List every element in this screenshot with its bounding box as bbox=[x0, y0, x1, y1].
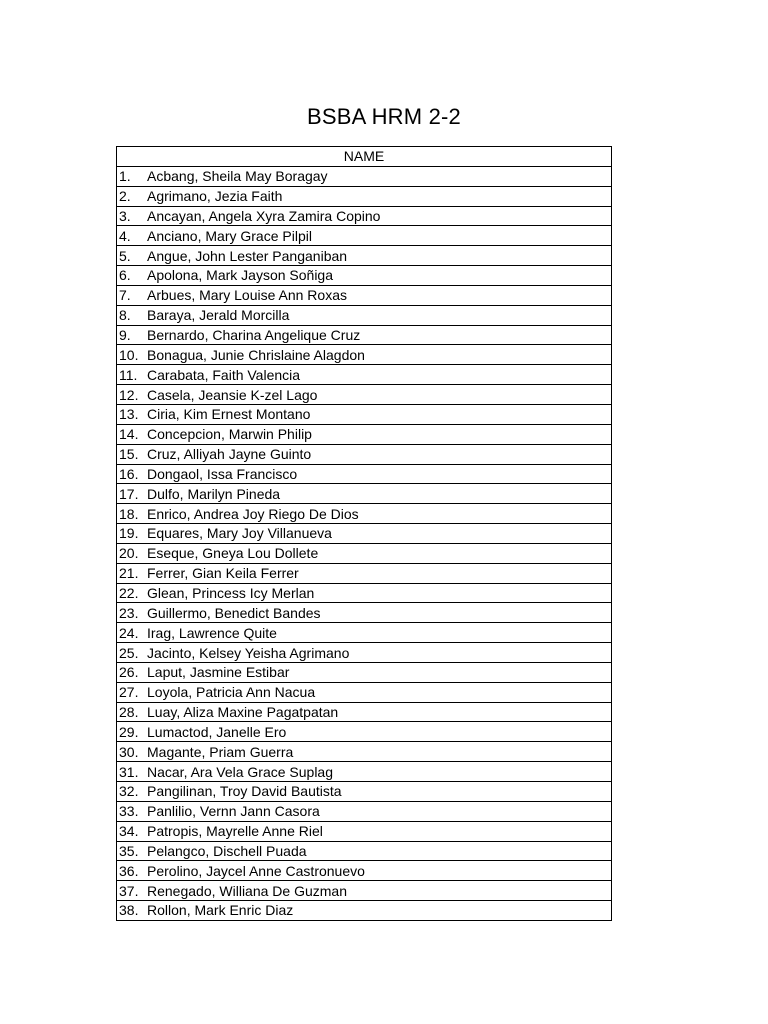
name-cell bbox=[117, 345, 612, 365]
name-cell bbox=[117, 444, 612, 464]
row-number: 9. bbox=[119, 327, 131, 344]
row-number: 36. bbox=[119, 862, 139, 879]
row-number: 11. bbox=[119, 366, 138, 383]
student-name: Dongaol, Issa Francisco bbox=[147, 465, 298, 482]
table-row bbox=[117, 464, 612, 484]
table-row bbox=[117, 583, 612, 603]
table-row bbox=[117, 325, 612, 345]
student-name: Ferrer, Gian Keila Ferrer bbox=[147, 565, 299, 582]
row-number: 2. bbox=[119, 188, 131, 205]
student-name: Luay, Aliza Maxine Pagatpatan bbox=[147, 704, 339, 721]
row-number: 20. bbox=[119, 545, 139, 562]
student-name: Panlilio, Vernn Jann Casora bbox=[147, 803, 320, 820]
student-name: Rollon, Mark Enric Diaz bbox=[147, 902, 294, 919]
name-cell bbox=[117, 464, 612, 484]
student-name: Laput, Jasmine Estibar bbox=[147, 664, 290, 681]
student-name: Cruz, Alliyah Jayne Guinto bbox=[147, 446, 312, 463]
row-number: 22. bbox=[119, 584, 139, 601]
name-cell bbox=[117, 563, 612, 583]
student-name: Baraya, Jerald Morcilla bbox=[147, 307, 290, 324]
row-number: 19. bbox=[119, 525, 139, 542]
student-name: Agrimano, Jezia Faith bbox=[147, 188, 283, 205]
page-title: BSBA HRM 2-2 bbox=[306, 104, 461, 129]
table-row bbox=[117, 166, 612, 186]
table-row bbox=[117, 266, 612, 286]
name-cell bbox=[117, 524, 612, 544]
name-cell bbox=[117, 861, 612, 881]
row-number: 15. bbox=[119, 446, 139, 463]
table-row bbox=[117, 484, 612, 504]
row-number: 26. bbox=[119, 664, 139, 681]
row-number: 8. bbox=[119, 307, 131, 324]
table-row bbox=[117, 345, 612, 365]
row-number: 7. bbox=[119, 287, 131, 304]
student-name: Arbues, Mary Louise Ann Roxas bbox=[147, 287, 347, 304]
name-cell bbox=[117, 424, 612, 444]
row-number: 16. bbox=[119, 465, 139, 482]
student-name: Lumactod, Janelle Ero bbox=[147, 723, 287, 740]
name-cell bbox=[117, 325, 612, 345]
name-cell bbox=[117, 682, 612, 702]
name-cell bbox=[117, 404, 612, 424]
student-name: Pelangco, Dischell Puada bbox=[147, 842, 307, 859]
name-cell bbox=[117, 166, 612, 186]
name-cell bbox=[117, 841, 612, 861]
student-name: Eseque, Gneya Lou Dollete bbox=[147, 545, 319, 562]
row-number: 30. bbox=[119, 743, 139, 760]
row-number: 37. bbox=[119, 882, 139, 899]
row-number: 13. bbox=[119, 406, 139, 423]
table-row bbox=[117, 285, 612, 305]
student-name: Equares, Mary Joy Villanueva bbox=[147, 525, 332, 542]
name-cell bbox=[117, 186, 612, 206]
table-row bbox=[117, 821, 612, 841]
row-number: 12. bbox=[119, 386, 139, 403]
table-row bbox=[117, 543, 612, 563]
table-row bbox=[117, 702, 612, 722]
row-number: 4. bbox=[119, 227, 131, 244]
table-row bbox=[117, 782, 612, 802]
row-number: 1. bbox=[119, 168, 131, 185]
table-row bbox=[117, 682, 612, 702]
row-number: 23. bbox=[119, 604, 139, 621]
name-cell bbox=[117, 623, 612, 643]
table-row bbox=[117, 206, 612, 226]
table-row bbox=[117, 424, 612, 444]
table-row bbox=[117, 861, 612, 881]
name-cell bbox=[117, 285, 612, 305]
name-cell bbox=[117, 226, 612, 246]
name-cell bbox=[117, 662, 612, 682]
student-name: Guillermo, Benedict Bandes bbox=[147, 604, 321, 621]
name-cell bbox=[117, 365, 612, 385]
table-row bbox=[117, 305, 612, 325]
name-cell bbox=[117, 385, 612, 405]
name-cell bbox=[117, 266, 612, 286]
row-number: 28. bbox=[119, 704, 139, 721]
name-cell bbox=[117, 305, 612, 325]
student-name: Jacinto, Kelsey Yeisha Agrimano bbox=[147, 644, 350, 661]
student-name: Concepcion, Marwin Philip bbox=[147, 426, 312, 443]
name-cell bbox=[117, 901, 612, 921]
name-cell bbox=[117, 603, 612, 623]
student-name: Angue, John Lester Panganiban bbox=[147, 247, 348, 264]
row-number: 24. bbox=[119, 624, 139, 641]
row-number: 35. bbox=[119, 842, 139, 859]
name-cell bbox=[117, 881, 612, 901]
table-row bbox=[117, 801, 612, 821]
student-name: Magante, Priam Guerra bbox=[147, 743, 294, 760]
student-name: Nacar, Ara Vela Grace Suplag bbox=[147, 763, 333, 780]
table-row bbox=[117, 762, 612, 782]
table-row bbox=[117, 841, 612, 861]
row-number: 32. bbox=[119, 783, 139, 800]
student-name: Dulfo, Marilyn Pineda bbox=[147, 485, 281, 502]
table-row bbox=[117, 901, 612, 921]
student-name: Bernardo, Charina Angelique Cruz bbox=[147, 327, 361, 344]
row-number: 29. bbox=[119, 723, 139, 740]
row-number: 10. bbox=[119, 346, 139, 363]
table-row bbox=[117, 881, 612, 901]
name-cell bbox=[117, 702, 612, 722]
table-row bbox=[117, 722, 612, 742]
row-number: 31. bbox=[119, 763, 139, 780]
student-name: Irag, Lawrence Quite bbox=[147, 624, 277, 641]
student-name: Carabata, Faith Valencia bbox=[147, 366, 301, 383]
table-row bbox=[117, 742, 612, 762]
row-number: 14. bbox=[119, 426, 139, 443]
name-cell bbox=[117, 643, 612, 663]
student-name: Loyola, Patricia Ann Nacua bbox=[147, 684, 316, 701]
name-cell bbox=[117, 246, 612, 266]
name-cell bbox=[117, 504, 612, 524]
row-number: 25. bbox=[119, 644, 139, 661]
student-name: Anciano, Mary Grace Pilpil bbox=[147, 227, 312, 244]
table-row bbox=[117, 404, 612, 424]
table-row bbox=[117, 524, 612, 544]
name-cell bbox=[117, 484, 612, 504]
row-number: 38. bbox=[119, 902, 139, 919]
student-name: Renegado, Williana De Guzman bbox=[147, 882, 347, 899]
name-cell bbox=[117, 821, 612, 841]
name-column-header: NAME bbox=[117, 147, 612, 167]
name-table bbox=[116, 146, 612, 921]
row-number: 6. bbox=[119, 267, 131, 284]
table-row bbox=[117, 444, 612, 464]
row-number: 17. bbox=[119, 485, 139, 502]
student-name: Ancayan, Angela Xyra Zamira Copino bbox=[147, 207, 381, 224]
row-number: 33. bbox=[119, 803, 139, 820]
student-name: Glean, Princess Icy Merlan bbox=[147, 584, 315, 601]
row-number: 3. bbox=[119, 207, 131, 224]
name-cell bbox=[117, 782, 612, 802]
name-cell bbox=[117, 801, 612, 821]
student-name: Enrico, Andrea Joy Riego De Dios bbox=[147, 505, 359, 522]
table-row bbox=[117, 662, 612, 682]
table-header-row bbox=[117, 147, 612, 167]
name-cell bbox=[117, 742, 612, 762]
row-number: 21. bbox=[119, 565, 139, 582]
table-row bbox=[117, 603, 612, 623]
student-name: Bonagua, Junie Chrislaine Alagdon bbox=[147, 346, 365, 363]
table-row bbox=[117, 246, 612, 266]
name-cell bbox=[117, 762, 612, 782]
table-row bbox=[117, 226, 612, 246]
table-row bbox=[117, 623, 612, 643]
student-name: Acbang, Sheila May Boragay bbox=[147, 168, 328, 185]
name-cell bbox=[117, 722, 612, 742]
table-row bbox=[117, 563, 612, 583]
row-number: 27. bbox=[119, 684, 139, 701]
row-number: 5. bbox=[119, 247, 131, 264]
student-name: Apolona, Mark Jayson Soñiga bbox=[147, 267, 333, 284]
table-row bbox=[117, 643, 612, 663]
table-row bbox=[117, 365, 612, 385]
table-row bbox=[117, 385, 612, 405]
student-name: Pangilinan, Troy David Bautista bbox=[147, 783, 342, 800]
name-cell bbox=[117, 583, 612, 603]
row-number: 34. bbox=[119, 823, 139, 840]
student-name: Patropis, Mayrelle Anne Riel bbox=[147, 823, 323, 840]
table-row bbox=[117, 186, 612, 206]
row-number: 18. bbox=[119, 505, 139, 522]
name-cell bbox=[117, 206, 612, 226]
name-cell bbox=[117, 543, 612, 563]
student-name: Casela, Jeansie K-zel Lago bbox=[147, 386, 318, 403]
student-name: Ciria, Kim Ernest Montano bbox=[147, 406, 311, 423]
student-name: Perolino, Jaycel Anne Castronuevo bbox=[147, 862, 365, 879]
table-body bbox=[117, 166, 612, 920]
table-row bbox=[117, 504, 612, 524]
